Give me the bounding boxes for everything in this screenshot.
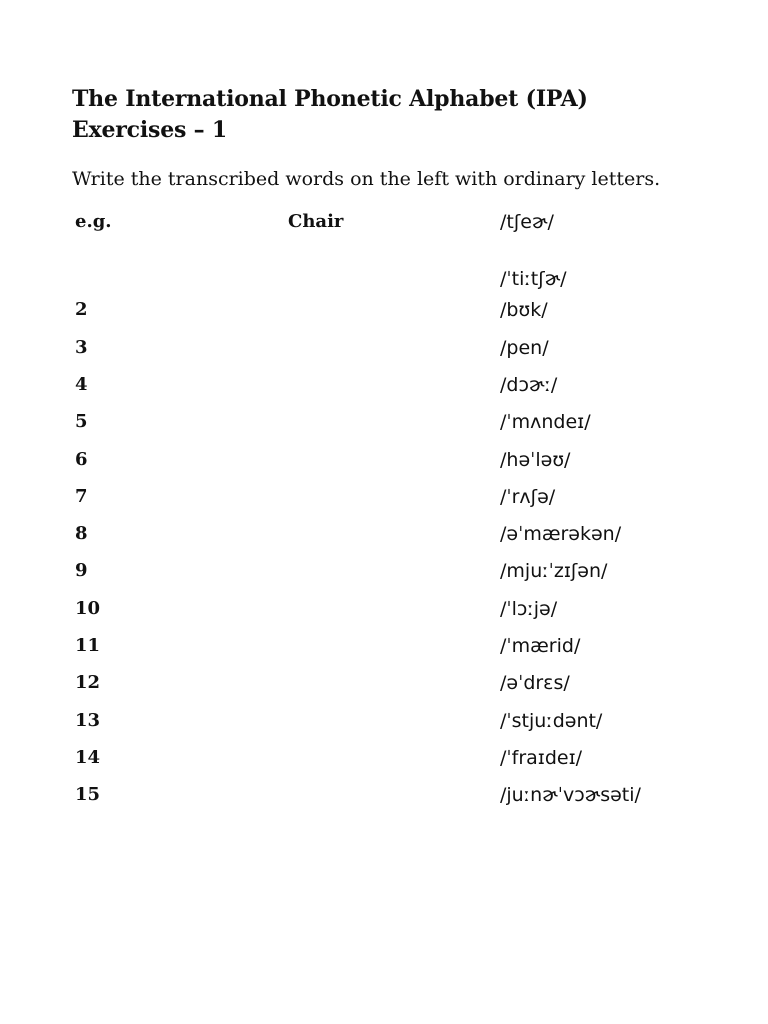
exercise-number: 11 <box>75 635 101 656</box>
exercise-row <box>0 265 768 293</box>
exercise-row <box>0 371 768 399</box>
exercise-row <box>0 334 768 362</box>
exercise-ipa: /mjuːˈzɪʃən/ <box>500 560 608 582</box>
exercise-row <box>0 408 768 436</box>
exercise-row <box>0 632 768 660</box>
exercise-number: 3 <box>75 337 88 358</box>
exercise-ipa: /ˈfraɪdeɪ/ <box>500 747 583 769</box>
example-label: e.g. <box>75 211 112 232</box>
exercise-number: 14 <box>75 747 101 768</box>
exercise-ipa: /bʊk/ <box>500 299 548 321</box>
exercise-ipa: /ˈmʌndeɪ/ <box>500 411 591 433</box>
exercise-row <box>0 557 768 585</box>
exercise-ipa: /ˈstjuːdənt/ <box>500 710 603 732</box>
exercise-row <box>0 669 768 697</box>
example-word: Chair <box>288 211 344 232</box>
exercise-row <box>0 520 768 548</box>
exercise-ipa: /ˈmærid/ <box>500 635 581 657</box>
exercise-number: 5 <box>75 411 88 432</box>
exercise-row <box>0 595 768 623</box>
exercise-ipa: /juːnɚˈvɔɚsəti/ <box>500 784 641 806</box>
exercise-ipa: /ˈtiːtʃɚ/ <box>500 268 567 290</box>
exercise-ipa: /ˈlɔːjə/ <box>500 598 558 620</box>
exercise-ipa: /əˈdrɛs/ <box>500 672 570 694</box>
exercise-number: 7 <box>75 486 88 507</box>
exercise-number: 15 <box>75 784 101 805</box>
exercise-row <box>0 781 768 809</box>
exercise-row <box>0 446 768 474</box>
exercise-number: 13 <box>75 710 101 731</box>
exercise-row <box>0 296 768 324</box>
title-line-2: Exercises – 1 <box>72 117 228 143</box>
exercise-ipa: /əˈmærəkən/ <box>500 523 622 545</box>
exercise-ipa: /pen/ <box>500 337 549 359</box>
exercise-row <box>0 707 768 735</box>
example-row <box>0 208 768 236</box>
exercise-ipa: /ˈrʌʃə/ <box>500 486 556 508</box>
exercise-number: 8 <box>75 523 88 544</box>
exercise-row <box>0 744 768 772</box>
instruction-text: Write the transcribed words on the left with ordinary letters. <box>72 168 661 190</box>
exercise-number: 12 <box>75 672 101 693</box>
exercise-number: 4 <box>75 374 88 395</box>
exercise-ipa: /dɔɚː/ <box>500 374 558 396</box>
exercise-number: 9 <box>75 560 88 581</box>
exercise-number: 6 <box>75 449 88 470</box>
exercise-number: 10 <box>75 598 101 619</box>
title-line-1: The International Phonetic Alphabet (IPA) <box>72 86 588 112</box>
exercise-number: 2 <box>75 299 88 320</box>
example-ipa: /tʃeɚ/ <box>500 211 554 233</box>
page-title <box>72 84 588 146</box>
exercise-ipa: /həˈləʊ/ <box>500 449 571 471</box>
exercise-row <box>0 483 768 511</box>
